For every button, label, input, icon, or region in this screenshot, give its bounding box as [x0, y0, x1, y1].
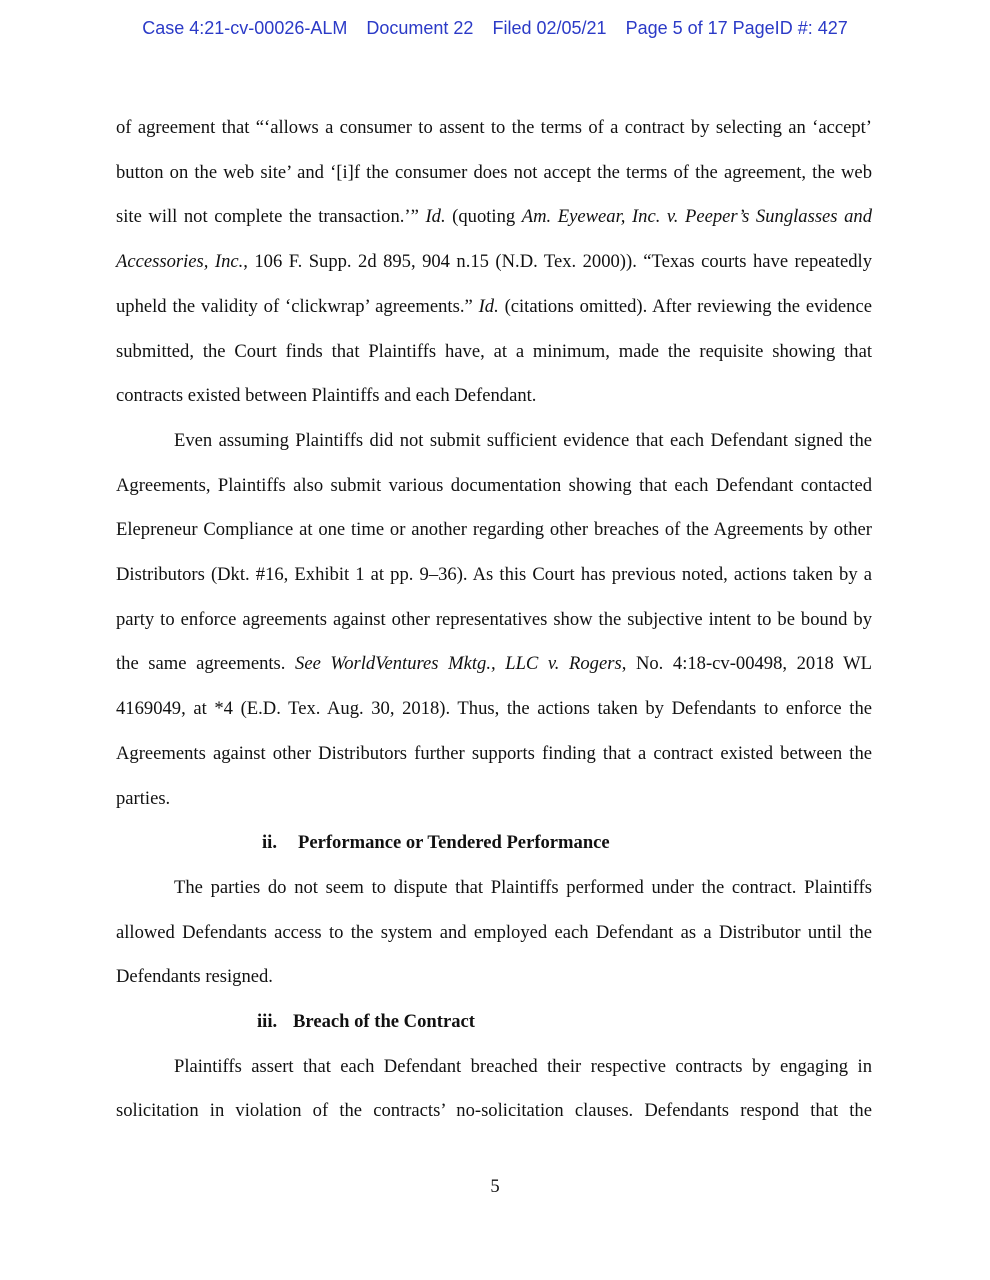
paragraph-text: (quoting: [445, 206, 522, 228]
case-citation: Am. Eyewear, Inc. v. Peeper’s Sunglasses and Accessories, Inc.: [116, 206, 873, 273]
heading-title: Performance or Tendered Performance: [298, 832, 610, 854]
paragraph-clickwrap: [116, 106, 872, 419]
document-number: Document 22: [366, 18, 474, 38]
paragraph-text: , 106 F. Supp. 2d 895, 904 n.15 (N.D. Tex. 2000)). “Texas courts have repeatedly upheld the validity of ‘clickwrap’ agreements.”: [116, 251, 872, 317]
heading-number: iii.: [257, 1011, 278, 1033]
paragraph-text: Even assuming Plaintiffs did not submit sufficient evidence that each Defendant signed the Agreements, Plaintiffs also submit various documentation showing that each Defendant contacted Elepreneur Compliance at one time or another regarding other breaches of the Agreements by other Distributors (Dkt. #16, Exhibit 1 at pp. 9–36). As this Court has previous noted, actions taken by a party to enforce agreements against other representatives show the subjective intent to be bound by the same agreements.: [116, 429, 872, 675]
paragraph-text: of agreement that “‘allows a consumer to assent to the terms of a contract by selecting an ‘accept’ button on the web site’ and ‘[i]f the consumer does not accept the terms of the agreement, the web site will not complete the transaction.’”: [116, 117, 872, 228]
filing-header: [0, 18, 990, 39]
citation-id: Id.: [478, 295, 499, 317]
case-number: Case 4:21-cv-00026-ALM: [142, 18, 348, 38]
paragraph-text: (citations omitted). After reviewing the evidence submitted, the Court finds that Plaintiffs have, at a minimum, made the requisite showing that contracts existed between Plaintiffs and each Defendant.: [116, 295, 872, 407]
paragraph-text: , No. 4:18-cv-00498, 2018 WL 4169049, at *4 (E.D. Tex. Aug. 30, 2018). Thus, the actions taken by Defendants to enforce the Agreements against other Distributors further supports finding that a contract existed between the parties.: [116, 653, 872, 809]
heading-number: ii.: [262, 832, 277, 854]
document-body: [116, 106, 872, 1134]
page-id: Page 5 of 17 PageID #: 427: [625, 18, 848, 38]
paragraph-breach: Plaintiffs assert that each Defendant breached their respective contracts by engaging in solicitation in violation of the contracts’ no-solicitation clauses. Defendants respond that the: [116, 1055, 872, 1122]
filed-date: Filed 02/05/21: [492, 18, 607, 38]
case-citation: See WorldVentures Mktg., LLC v. Rogers: [295, 653, 622, 675]
page-number: 5: [490, 1176, 500, 1197]
paragraph-performance: The parties do not seem to dispute that Plaintiffs performed under the contract. Plaintiffs allowed Defendants access to the system and employed each Defendant as a Distributor until the Defendants resigned.: [116, 876, 872, 988]
heading-title: Breach of the Contract: [293, 1011, 475, 1033]
paragraph-enforcement: [116, 419, 872, 821]
section-heading-performance: [116, 821, 872, 866]
citation-id: Id.: [425, 206, 446, 228]
section-heading-breach: [116, 1000, 872, 1045]
